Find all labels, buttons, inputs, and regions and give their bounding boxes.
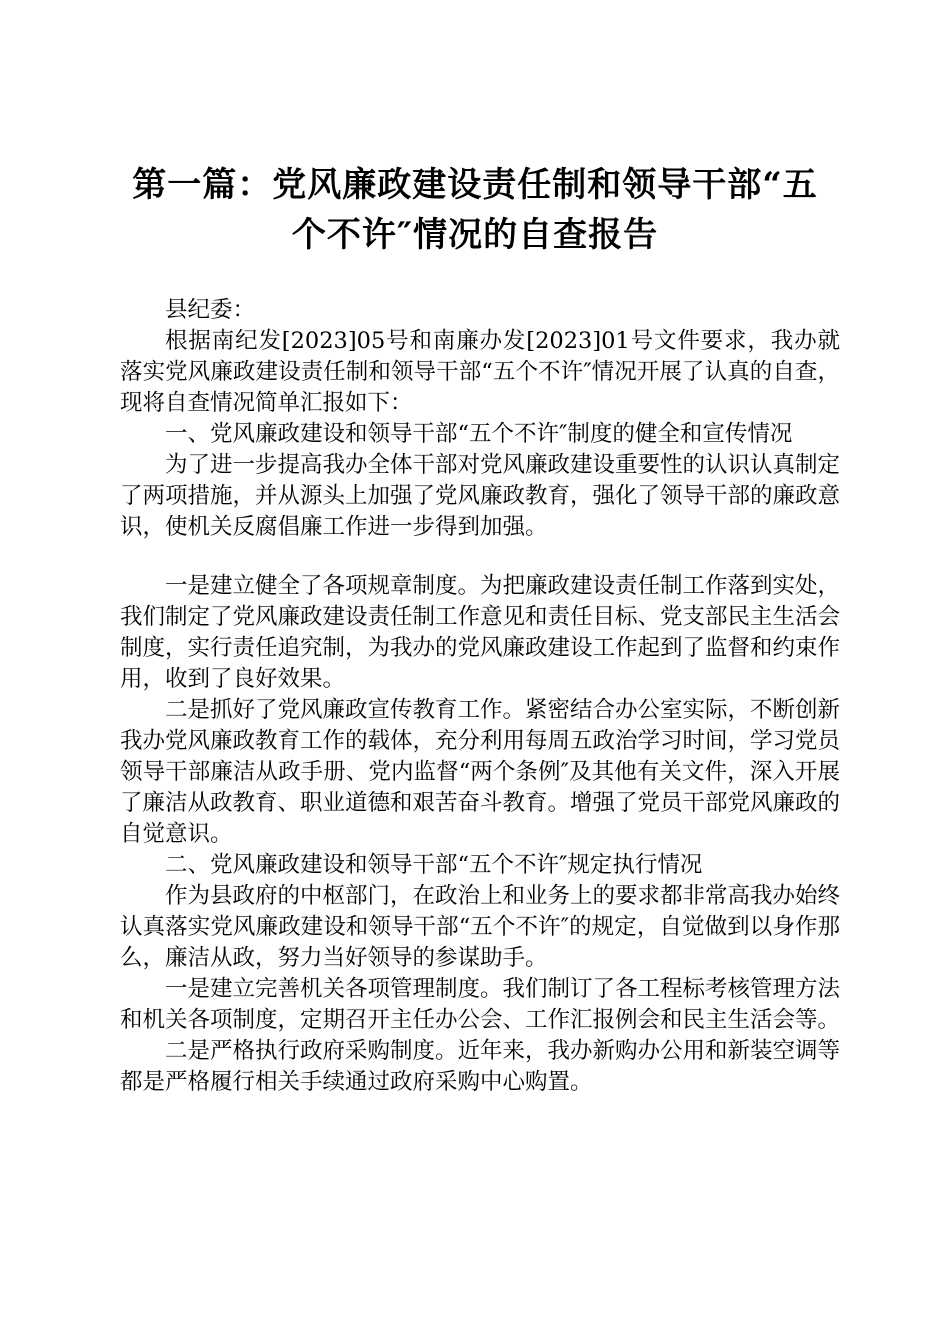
paragraph: 二是抓好了党风廉政宣传教育工作。紧密结合办公室实际，不断创新我办党风廉政教育工作的载体，充分利用每周五政治学习时间，学习党员领导干部廉洁从政手册、党内监督“两个条例″及其他有关文件，深入开展了廉洁从政教育、职业道德和艰苦奋斗教育。增强了党员干部党风廉政的自觉意识。 bbox=[120, 697, 841, 847]
section-heading-2: 二、党风廉政建设和领导干部“五个不许″规定执行情况 bbox=[165, 852, 703, 878]
paragraph: 一是建立健全了各项规章制度。为把廉政建设责任制工作落到实处，我们制定了党风廉政建设责任制工作意见和责任目标、党支部民主生活会制度，实行责任追究制，为我办的党风廉政建设工作起到了监督和约束作用，收到了良好效果。 bbox=[120, 573, 841, 692]
section-heading-1: 一、党风廉政建设和领导干部“五个不许″制度的健全和宣传情况 bbox=[165, 421, 793, 447]
paragraph-intro: 根据南纪发[2023]05号和南廉办发[2023]01号文件要求，我办就落实党风廉政建设责任制和领导干部“五个不许″情况开展了认真的自查，现将自查情况简单汇报如下： bbox=[120, 328, 840, 416]
paragraph: 一是建立完善机关各项管理制度。我们制订了各工程标考核管理方法和机关各项制度，定期召开主任办公会、工作汇报例会和民主生活会等。 bbox=[120, 976, 841, 1033]
document-title: 第一篇：党风廉政建设责任制和领导干部“五个不许″情况的自查报告 bbox=[132, 165, 818, 255]
paragraph: 为了进一步提高我办全体干部对党风廉政建设重要性的认识认真制定了两项措施，并从源头上加强了党风廉政教育，强化了领导干部的廉政意识，使机关反腐倡廉工作进一步得到加强。 bbox=[120, 452, 841, 540]
paragraph: 作为县政府的中枢部门，在政治上和业务上的要求都非常高我办始终认真落实党风廉政建设和领导干部“五个不许″的规定，自觉做到以身作那么，廉洁从政，努力当好领导的参谋助手。 bbox=[120, 883, 841, 971]
salutation: 县纪委： bbox=[165, 297, 256, 323]
document-body bbox=[120, 295, 840, 1098]
paragraph: 二是严格执行政府采购制度。近年来，我办新购办公用和新装空调等都是严格履行相关手续通过政府采购中心购置。 bbox=[120, 1038, 841, 1095]
